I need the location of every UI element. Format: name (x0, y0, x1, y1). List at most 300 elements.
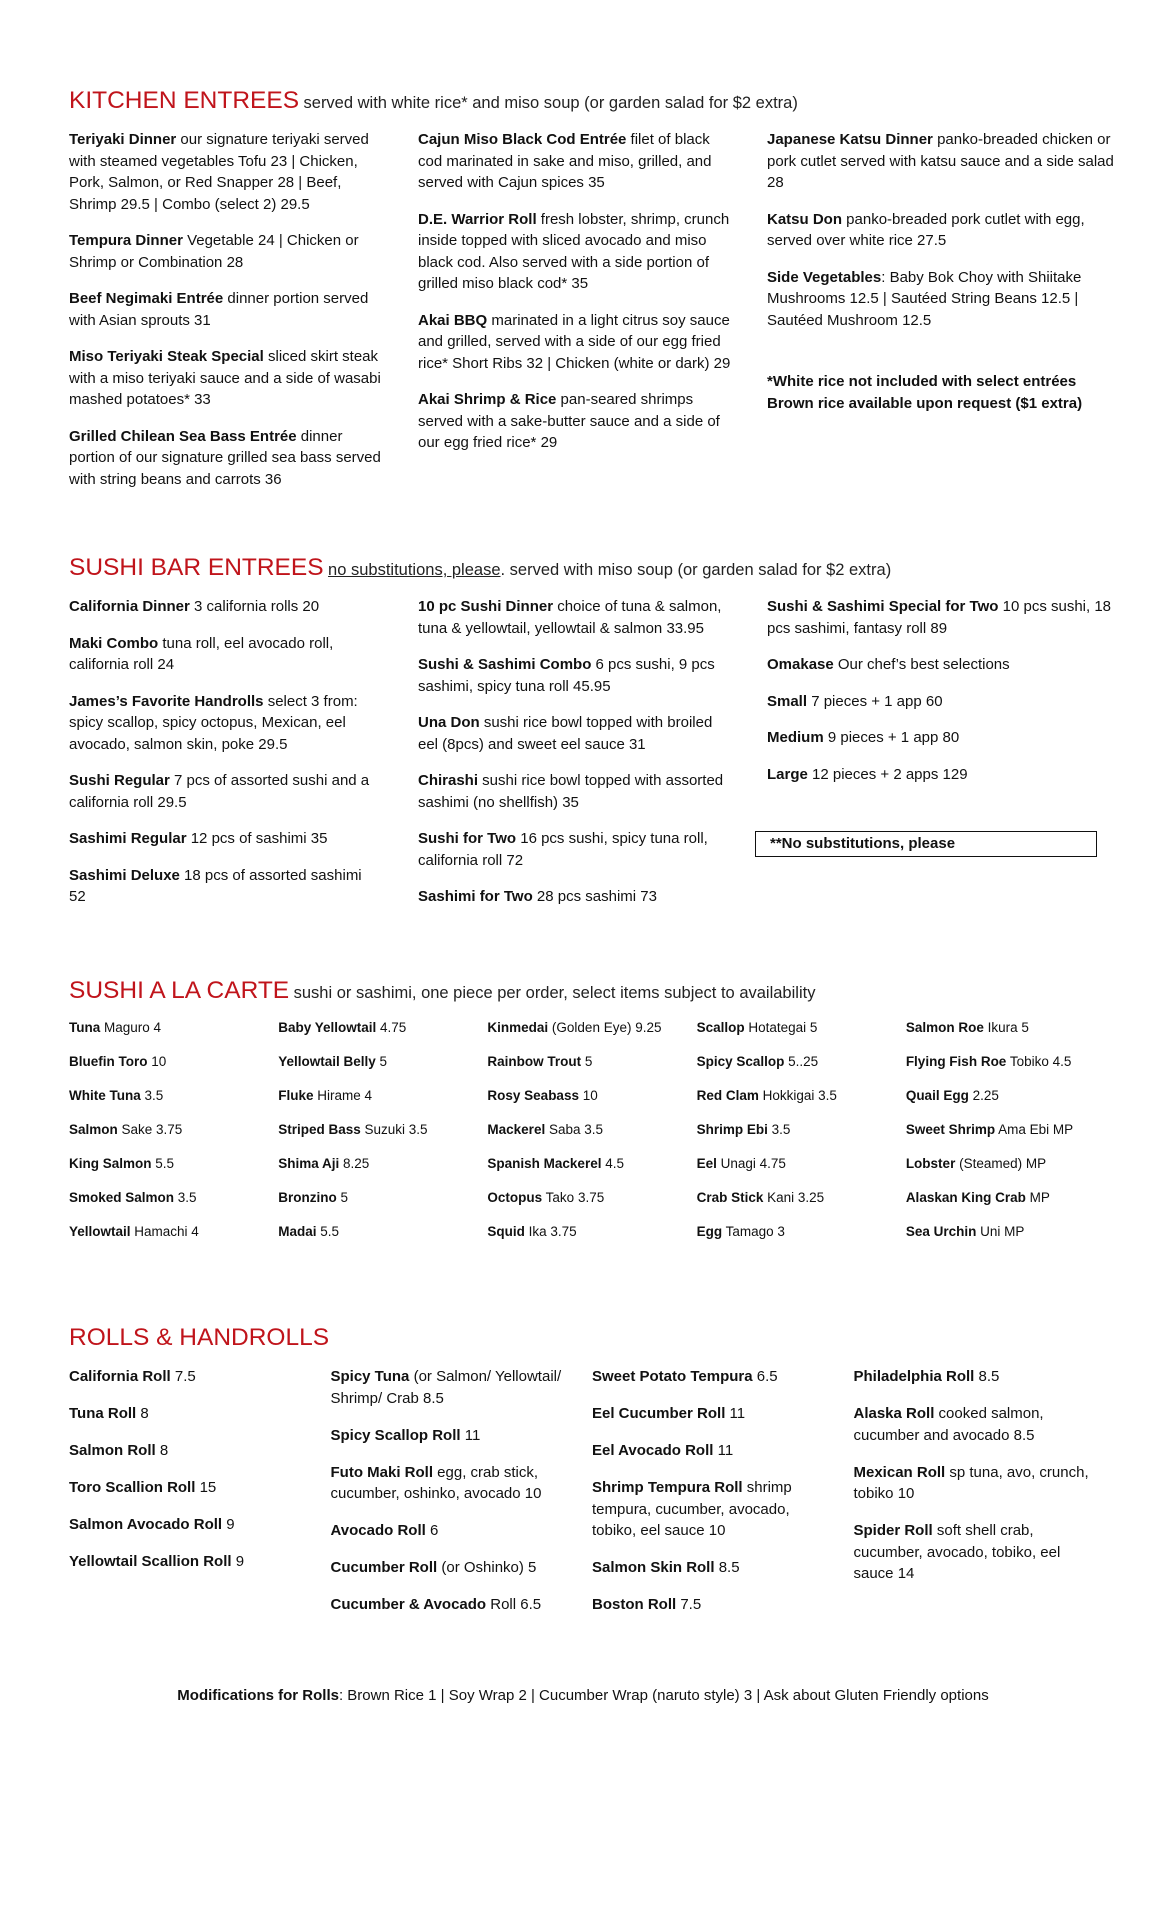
menu-item (278, 1053, 477, 1071)
menu-item (697, 1087, 896, 1105)
menu-item-description: Saba 3.5 (545, 1122, 603, 1138)
menu-item-name: Spicy Scallop Roll (330, 1426, 461, 1444)
menu-item-description: 12 pieces + 2 apps 129 (807, 765, 968, 783)
a-la-carte-columns (69, 1019, 1115, 1257)
menu-item-description: select 3 from: spicy scallop, spicy octopus, Mexican, eel avocado, salmon skin, poke 29.5 (69, 692, 358, 753)
a-la-carte-col-1 (69, 1019, 278, 1257)
menu-item-name: Yellowtail Belly (278, 1054, 376, 1070)
menu-item-description: 3.5 (767, 1122, 791, 1138)
menu-item (69, 1551, 311, 1573)
menu-item (487, 1053, 686, 1071)
menu-item-name: California Dinner (69, 598, 190, 616)
menu-item (331, 1462, 573, 1505)
menu-item-description: Our chef’s best selections (833, 656, 1010, 674)
a-la-carte-title: SUSHI A LA CARTE (69, 977, 290, 1004)
menu-item-description: Tako 3.75 (542, 1190, 605, 1206)
menu-item-description: Hokkigai 3.5 (758, 1088, 837, 1104)
menu-item (69, 426, 382, 491)
sushi-a-la-carte-section (69, 976, 1115, 1257)
sushi-bar-col-3 (767, 596, 1115, 923)
menu-item-description: (Steamed) MP (955, 1156, 1047, 1172)
menu-item (697, 1223, 896, 1241)
menu-item (697, 1155, 896, 1173)
menu-item-description: 5.5 (151, 1156, 175, 1172)
white-rice-note-line-2: Brown rice available upon request ($1 extra) (767, 394, 1083, 412)
menu-item-name: Tuna Roll (69, 1405, 137, 1423)
menu-item-description: (or Oshinko) 5 (437, 1559, 537, 1577)
menu-item-name: Shrimp Ebi (696, 1122, 768, 1138)
menu-item-description: dinner portion of our signature grilled sea bass served with string beans and carrots 36 (69, 427, 381, 488)
sushi-bar-subtitle (328, 561, 891, 579)
menu-item (69, 288, 382, 331)
modifications-text: : Brown Rice 1 | Soy Wrap 2 | Cucumber Wrap (naruto style) 3 | Ask about Gluten Friendly options (338, 1687, 989, 1704)
menu-item (69, 129, 382, 215)
menu-item-name: Eel Avocado Roll (592, 1442, 714, 1460)
menu-item (69, 1053, 268, 1071)
menu-item-name: Omakase (767, 656, 834, 674)
menu-item-name: Katsu Don (767, 210, 842, 228)
menu-item-name: Boston Roll (592, 1596, 677, 1614)
menu-item-description: 28 pcs sashimi 73 (532, 888, 657, 906)
menu-item-description: : Baby Bok Choy with Shiitake Mushrooms 12.5 | Sautéed String Beans 12.5 | Sautéed Mushroom 12.5 (767, 268, 1082, 329)
menu-item-description: 4.5 (601, 1156, 624, 1172)
menu-item (69, 596, 382, 618)
menu-item (418, 596, 731, 639)
menu-item-description: sushi rice bowl topped with broiled eel (8pcs) and sweet eel sauce 31 (418, 714, 713, 753)
menu-item-name: Quail Egg (905, 1088, 969, 1104)
menu-item-name: Cucumber Roll (330, 1559, 438, 1577)
menu-item-description: sliced skirt steak with a miso teriyaki sauce and a side of wasabi mashed potatoes* 33 (69, 348, 381, 409)
menu-item-name: Shima Aji (278, 1156, 340, 1172)
menu-item (697, 1189, 896, 1207)
menu-item (69, 1155, 268, 1173)
menu-item (906, 1189, 1105, 1207)
menu-item-description: 9 (222, 1516, 235, 1534)
menu-item-name: Cajun Miso Black Cod Entrée (418, 131, 627, 149)
sushi-bar-col-1 (69, 596, 418, 923)
menu-item-name: Sea Urchin (905, 1224, 977, 1240)
menu-item-name: Spider Roll (853, 1522, 933, 1540)
menu-item (69, 1223, 268, 1241)
menu-item-description: 15 (195, 1479, 217, 1497)
menu-item-name: Cucumber & Avocado (330, 1596, 487, 1614)
menu-item-description: 8.5 (974, 1368, 1000, 1386)
menu-item-description: Tobiko 4.5 (1006, 1054, 1072, 1070)
no-substitutions-underlined: no substitutions, please (328, 561, 501, 579)
menu-item (331, 1557, 573, 1579)
menu-item (418, 389, 731, 454)
a-la-carte-subtitle: sushi or sashimi, one piece per order, select items subject to availability (293, 984, 816, 1002)
menu-item (418, 886, 731, 908)
menu-item (278, 1223, 477, 1241)
menu-item (906, 1223, 1105, 1241)
menu-item-name: Akai Shrimp & Rice (418, 391, 557, 409)
menu-item-name: Crab Stick (696, 1190, 764, 1206)
menu-item-name: Fluke (278, 1088, 314, 1104)
menu-item-name: Eel Cucumber Roll (592, 1405, 726, 1423)
menu-item-description: 4.75 (376, 1020, 407, 1036)
menu-item-description: shrimp tempura, cucumber, avocado, tobiko, eel sauce 10 (592, 1479, 792, 1540)
menu-item-name: Salmon Skin Roll (592, 1559, 715, 1577)
menu-item-description: 8 (136, 1405, 149, 1423)
menu-item (906, 1155, 1105, 1173)
menu-item (767, 691, 1115, 713)
menu-item-name: White Tuna (69, 1088, 141, 1104)
menu-item (487, 1189, 686, 1207)
menu-item-name: Teriyaki Dinner (69, 131, 177, 149)
menu-item-description: 5..25 (784, 1054, 819, 1070)
menu-item (697, 1121, 896, 1139)
menu-item-description: 10 (147, 1054, 167, 1070)
menu-item-description: cooked salmon, cucumber and avocado 8.5 (853, 1405, 1044, 1444)
menu-item-name: Toro Scallion Roll (69, 1479, 196, 1497)
kitchen-col-3 (767, 129, 1115, 505)
menu-item (767, 654, 1115, 676)
menu-item (69, 230, 382, 273)
menu-item-description: 16 pcs sushi, spicy tuna roll, california roll 72 (418, 830, 708, 869)
menu-item-name: Maki Combo (69, 634, 159, 652)
menu-item (69, 633, 382, 676)
menu-item-name: Mackerel (487, 1122, 546, 1138)
menu-item (69, 1403, 311, 1425)
menu-item-description: (Golden Eye) 9.25 (548, 1020, 662, 1036)
menu-item-description: Suzuki 3.5 (360, 1122, 428, 1138)
menu-item-description: 7 pieces + 1 app 60 (807, 692, 943, 710)
white-rice-note-line-1: *White rice not included with select entrées (767, 373, 1077, 391)
menu-item (69, 1087, 268, 1105)
menu-item-description: 7 pcs of assorted sushi and a california roll 29.5 (69, 772, 370, 811)
modifications-label: Modifications for Rolls (177, 1687, 339, 1704)
a-la-carte-col-5 (906, 1019, 1115, 1257)
menu-item-description: Roll 6.5 (486, 1596, 542, 1614)
menu-item-name: King Salmon (69, 1156, 152, 1172)
menu-item-name: Alaskan King Crab (905, 1190, 1026, 1206)
menu-item-description: Hamachi 4 (130, 1224, 199, 1240)
menu-item (69, 865, 382, 908)
menu-item-description: sp tuna, avo, crunch, tobiko 10 (853, 1463, 1089, 1503)
menu-item-name: Yellowtail (69, 1224, 131, 1240)
menu-item (69, 1121, 268, 1139)
menu-item-description: 3.5 (174, 1190, 197, 1206)
menu-item (278, 1019, 477, 1037)
menu-item-name: Futo Maki Roll (330, 1463, 433, 1481)
menu-item (418, 310, 731, 375)
menu-item-name: Tempura Dinner (69, 232, 183, 250)
menu-item (418, 129, 731, 194)
menu-item-name: Sashimi Deluxe (69, 866, 180, 884)
menu-item-description: Ikura 5 (983, 1020, 1029, 1036)
menu-item-description: 8.5 (714, 1559, 740, 1577)
kitchen-col-1 (69, 129, 418, 505)
menu-item (278, 1121, 477, 1139)
menu-item-name: Philadelphia Roll (853, 1368, 975, 1386)
menu-item (767, 764, 1115, 786)
menu-item-description: 6.5 (752, 1368, 778, 1386)
sushi-bar-subtitle-rest: . served with miso soup (or garden salad for $2 extra) (500, 561, 892, 579)
menu-item-name: Japanese Katsu Dinner (767, 131, 933, 149)
menu-item-name: Sashimi for Two (418, 888, 533, 906)
menu-item-description: 9 pieces + 1 app 80 (823, 729, 960, 747)
menu-item (418, 209, 731, 295)
menu-item-name: Red Clam (696, 1088, 759, 1104)
menu-item-description: Hotategai 5 (744, 1020, 818, 1036)
menu-item-name: Flying Fish Roe (905, 1054, 1007, 1070)
menu-item-description: tuna roll, eel avocado roll, california roll 24 (69, 634, 334, 674)
menu-item-name: Medium (767, 729, 824, 747)
menu-item-description: Hirame 4 (313, 1088, 372, 1104)
rolls-col-2 (331, 1366, 593, 1631)
menu-item-description: 12 pcs of sashimi 35 (186, 830, 328, 848)
menu-item (697, 1053, 896, 1071)
menu-item-name: Lobster (905, 1156, 956, 1172)
sushi-bar-header (69, 553, 1115, 582)
menu-item-description: pan-seared shrimps served with a sake-butter sauce and a side of our egg fried rice* 29 (418, 391, 720, 452)
menu-item-name: Shrimp Tempura Roll (592, 1479, 743, 1497)
menu-item-name: Baby Yellowtail (278, 1020, 377, 1036)
sushi-bar-col-3-items (767, 596, 1115, 785)
menu-item-name: Una Don (418, 714, 480, 732)
menu-item-name: Sushi & Sashimi Special for Two (767, 598, 999, 616)
menu-item-name: Bronzino (278, 1190, 337, 1206)
menu-item-description: 6 pcs sushi, 9 pcs sashimi, spicy tuna roll 45.95 (418, 656, 715, 695)
menu-item-name: Yellowtail Scallion Roll (69, 1553, 232, 1571)
sushi-bar-entrees-section (69, 553, 1115, 923)
kitchen-entrees-columns (69, 129, 1115, 505)
menu-item-description: 3.5 (140, 1088, 164, 1104)
menu-item-name: Spanish Mackerel (487, 1156, 602, 1172)
menu-item-description: 5 (375, 1054, 388, 1070)
menu-item-name: California Roll (69, 1368, 171, 1386)
menu-item (767, 267, 1115, 332)
a-la-carte-header (69, 976, 1115, 1005)
menu-item-name: Beef Negimaki Entrée (69, 290, 224, 308)
menu-item-name: Spicy Tuna (330, 1368, 410, 1386)
menu-item (69, 691, 382, 756)
menu-item-description: (or Salmon/ Yellowtail/ Shrimp/ Crab 8.5 (330, 1368, 562, 1407)
menu-item-description: Ama Ebi MP (995, 1122, 1074, 1138)
menu-item-name: Miso Teriyaki Steak Special (69, 348, 264, 366)
menu-item-description: Ika 3.75 (524, 1224, 577, 1240)
menu-item (331, 1366, 573, 1409)
menu-item (69, 1440, 311, 1462)
menu-item-name: Small (767, 692, 808, 710)
menu-item-description: choice of tuna & salmon, tuna & yellowtail, yellowtail & salmon 33.95 (418, 598, 722, 637)
menu-item (592, 1440, 834, 1462)
a-la-carte-col-4 (697, 1019, 906, 1257)
menu-item (487, 1087, 686, 1105)
menu-item (278, 1155, 477, 1173)
menu-item-description: 10 (578, 1088, 598, 1104)
menu-item (418, 828, 731, 871)
menu-item (278, 1087, 477, 1105)
menu-item (278, 1189, 477, 1207)
menu-item (854, 1462, 1096, 1505)
menu-item-name: Egg (696, 1224, 723, 1240)
menu-item-description: dinner portion served with Asian sprouts 31 (69, 290, 369, 329)
menu-item (767, 129, 1115, 194)
menu-item (592, 1403, 834, 1425)
menu-item (69, 1019, 268, 1037)
rolls-header (69, 1323, 1115, 1352)
menu-item (331, 1594, 573, 1616)
menu-item-description: marinated in a light citrus soy sauce and grilled, served with a side of our egg fried rice* Short Ribs 32 | Chicken (white or dark) 29 (418, 311, 731, 372)
menu-item (69, 1514, 311, 1536)
kitchen-col-2 (418, 129, 767, 505)
kitchen-entrees-header (69, 86, 1115, 115)
menu-item (906, 1121, 1105, 1139)
menu-item-name: Eel (696, 1156, 717, 1172)
a-la-carte-col-3 (487, 1019, 696, 1257)
menu-item-description: Vegetable 24 | Chicken or Shrimp or Combination 28 (69, 232, 359, 271)
menu-item-name: Sushi for Two (418, 830, 517, 848)
menu-item-description: Uni MP (976, 1224, 1025, 1240)
menu-item-name: Striped Bass (278, 1122, 361, 1138)
menu-item (69, 1189, 268, 1207)
kitchen-entrees-section (69, 86, 1115, 505)
menu-item-name: Smoked Salmon (69, 1190, 175, 1206)
menu-item-description: 5 (336, 1190, 348, 1206)
menu-item-description: Maguro 4 (100, 1020, 162, 1036)
menu-item-name: Sashimi Regular (69, 830, 187, 848)
menu-item (418, 770, 731, 813)
rolls-handrolls-section (69, 1323, 1115, 1631)
menu-item (69, 1366, 311, 1388)
menu-item (767, 727, 1115, 749)
rolls-columns (69, 1366, 1115, 1631)
menu-item-description: 11 (460, 1426, 481, 1444)
menu-item-name: Madai (278, 1224, 317, 1240)
menu-item-description: 11 (725, 1405, 746, 1423)
white-rice-note (767, 371, 1115, 414)
menu-item (69, 770, 382, 813)
menu-item (69, 346, 382, 411)
menu-item-name: Salmon (69, 1122, 118, 1138)
menu-item-description: 7.5 (676, 1596, 702, 1614)
menu-item-description: 2.25 (968, 1088, 999, 1104)
menu-item-description: 18 pcs of assorted sashimi 52 (69, 866, 362, 906)
menu-item-description: panko-breaded pork cutlet with egg, served over white rice 27.5 (767, 210, 1085, 250)
menu-item-name: Grilled Chilean Sea Bass Entrée (69, 427, 297, 445)
menu-item-name: Bluefin Toro (69, 1054, 148, 1070)
menu-item-description: Unagi 4.75 (716, 1156, 786, 1172)
menu-item-description: 6 (425, 1522, 439, 1540)
menu-item-description: 7.5 (170, 1368, 196, 1386)
menu-item-name: Sweet Potato Tempura (592, 1368, 753, 1386)
menu-item-name: Rosy Seabass (487, 1088, 579, 1104)
menu-item-name: Salmon Roe (905, 1020, 984, 1036)
menu-item-description: MP (1025, 1190, 1050, 1206)
menu-item (854, 1403, 1096, 1446)
menu-item-description: 5.5 (316, 1224, 339, 1240)
menu-item (592, 1366, 834, 1388)
menu-item-description: fresh lobster, shrimp, crunch inside topped with sliced avocado and miso black cod. Also served with a side portion of grilled miso black cod* 35 (418, 210, 730, 293)
menu-item-name: Spicy Scallop (696, 1054, 785, 1070)
menu-item-name: Squid (487, 1224, 525, 1240)
menu-item-description: 8.25 (339, 1156, 370, 1172)
menu-item-description: Kani 3.25 (763, 1190, 825, 1206)
menu-item-name: Octopus (487, 1190, 543, 1206)
menu-item-description: Tamago 3 (722, 1224, 785, 1240)
menu-item-name: Kinmedai (487, 1020, 549, 1036)
menu-item-name: Sushi Regular (69, 772, 170, 790)
menu-item (69, 828, 382, 850)
menu-item-name: Alaska Roll (853, 1405, 935, 1423)
menu-item (906, 1087, 1105, 1105)
menu-item (487, 1019, 686, 1037)
sushi-bar-columns (69, 596, 1115, 923)
rolls-col-4 (854, 1366, 1116, 1631)
menu-item-description: 10 pcs sushi, 18 pcs sashimi, fantasy roll 89 (767, 598, 1112, 637)
menu-item (487, 1223, 686, 1241)
menu-item (592, 1477, 834, 1542)
menu-item-name: Tuna (69, 1020, 101, 1036)
menu-item (487, 1155, 686, 1173)
menu-item-name: Salmon Roll (69, 1442, 156, 1460)
kitchen-entrees-title: KITCHEN ENTREES (69, 87, 300, 114)
menu-item-description: our signature teriyaki served with steamed vegetables Tofu 23 | Chicken, Pork, Salmon, or Red Snapper 28 | Beef, Shrimp 29.5 | Combo (select 2) 29.5 (69, 131, 369, 213)
menu-item (487, 1121, 686, 1139)
menu-item (697, 1019, 896, 1037)
menu-item (69, 1477, 311, 1499)
menu-item (767, 596, 1115, 639)
roll-modifications-footer (0, 1686, 1166, 1706)
menu-item-name: Akai BBQ (418, 311, 488, 329)
menu-item-name: Large (767, 765, 808, 783)
menu-item-name: Avocado Roll (330, 1522, 426, 1540)
menu-item-name: 10 pc Sushi Dinner (418, 598, 554, 616)
menu-item-description: 11 (713, 1442, 734, 1460)
menu-item-description: 8 (155, 1442, 169, 1460)
menu-item-name: Sushi & Sashimi Combo (418, 656, 592, 674)
sushi-bar-col-2 (418, 596, 767, 923)
a-la-carte-col-2 (278, 1019, 487, 1257)
menu-item-description: panko-breaded chicken or pork cutlet served with katsu sauce and a side salad 28 (767, 131, 1114, 192)
menu-item (331, 1425, 573, 1447)
menu-item (592, 1557, 834, 1579)
menu-item (906, 1019, 1105, 1037)
menu-item-name: Mexican Roll (853, 1463, 946, 1481)
rolls-col-1 (69, 1366, 331, 1631)
menu-item (592, 1594, 834, 1616)
menu-item-name: Rainbow Trout (487, 1054, 582, 1070)
menu-item-name: Sweet Shrimp (905, 1122, 996, 1138)
kitchen-col-3-items (767, 129, 1115, 331)
menu-item-description: 9 (231, 1553, 245, 1571)
menu-item-name: James’s Favorite Handrolls (69, 692, 264, 710)
rolls-title: ROLLS & HANDROLLS (69, 1324, 330, 1351)
menu-item (418, 712, 731, 755)
kitchen-entrees-subtitle: served with white rice* and miso soup (or garden salad for $2 extra) (303, 94, 798, 112)
sushi-bar-title: SUSHI BAR ENTREES (69, 554, 324, 581)
menu-item-name: Side Vegetables (767, 268, 882, 286)
menu-item-name: D.E. Warrior Roll (418, 210, 537, 228)
menu-item (331, 1520, 573, 1542)
no-substitutions-box: **No substitutions, please (755, 831, 1097, 857)
menu-item (854, 1520, 1096, 1585)
rolls-col-3 (592, 1366, 854, 1631)
menu-item-description: soft shell crab, cucumber, avocado, tobiko, eel sauce 14 (853, 1522, 1061, 1583)
menu-item-name: Chirashi (418, 772, 479, 790)
menu-item-description: Sake 3.75 (117, 1122, 183, 1138)
menu-item (767, 209, 1115, 252)
menu-item-description: egg, crab stick, cucumber, oshinko, avocado 10 (330, 1463, 542, 1503)
menu-item (906, 1053, 1105, 1071)
menu-item-name: Salmon Avocado Roll (69, 1516, 223, 1534)
menu-item-name: Scallop (696, 1020, 745, 1036)
menu-item (418, 654, 731, 697)
menu-item-description: sushi rice bowl topped with assorted sashimi (no shellfish) 35 (418, 772, 724, 811)
menu-item (854, 1366, 1096, 1388)
